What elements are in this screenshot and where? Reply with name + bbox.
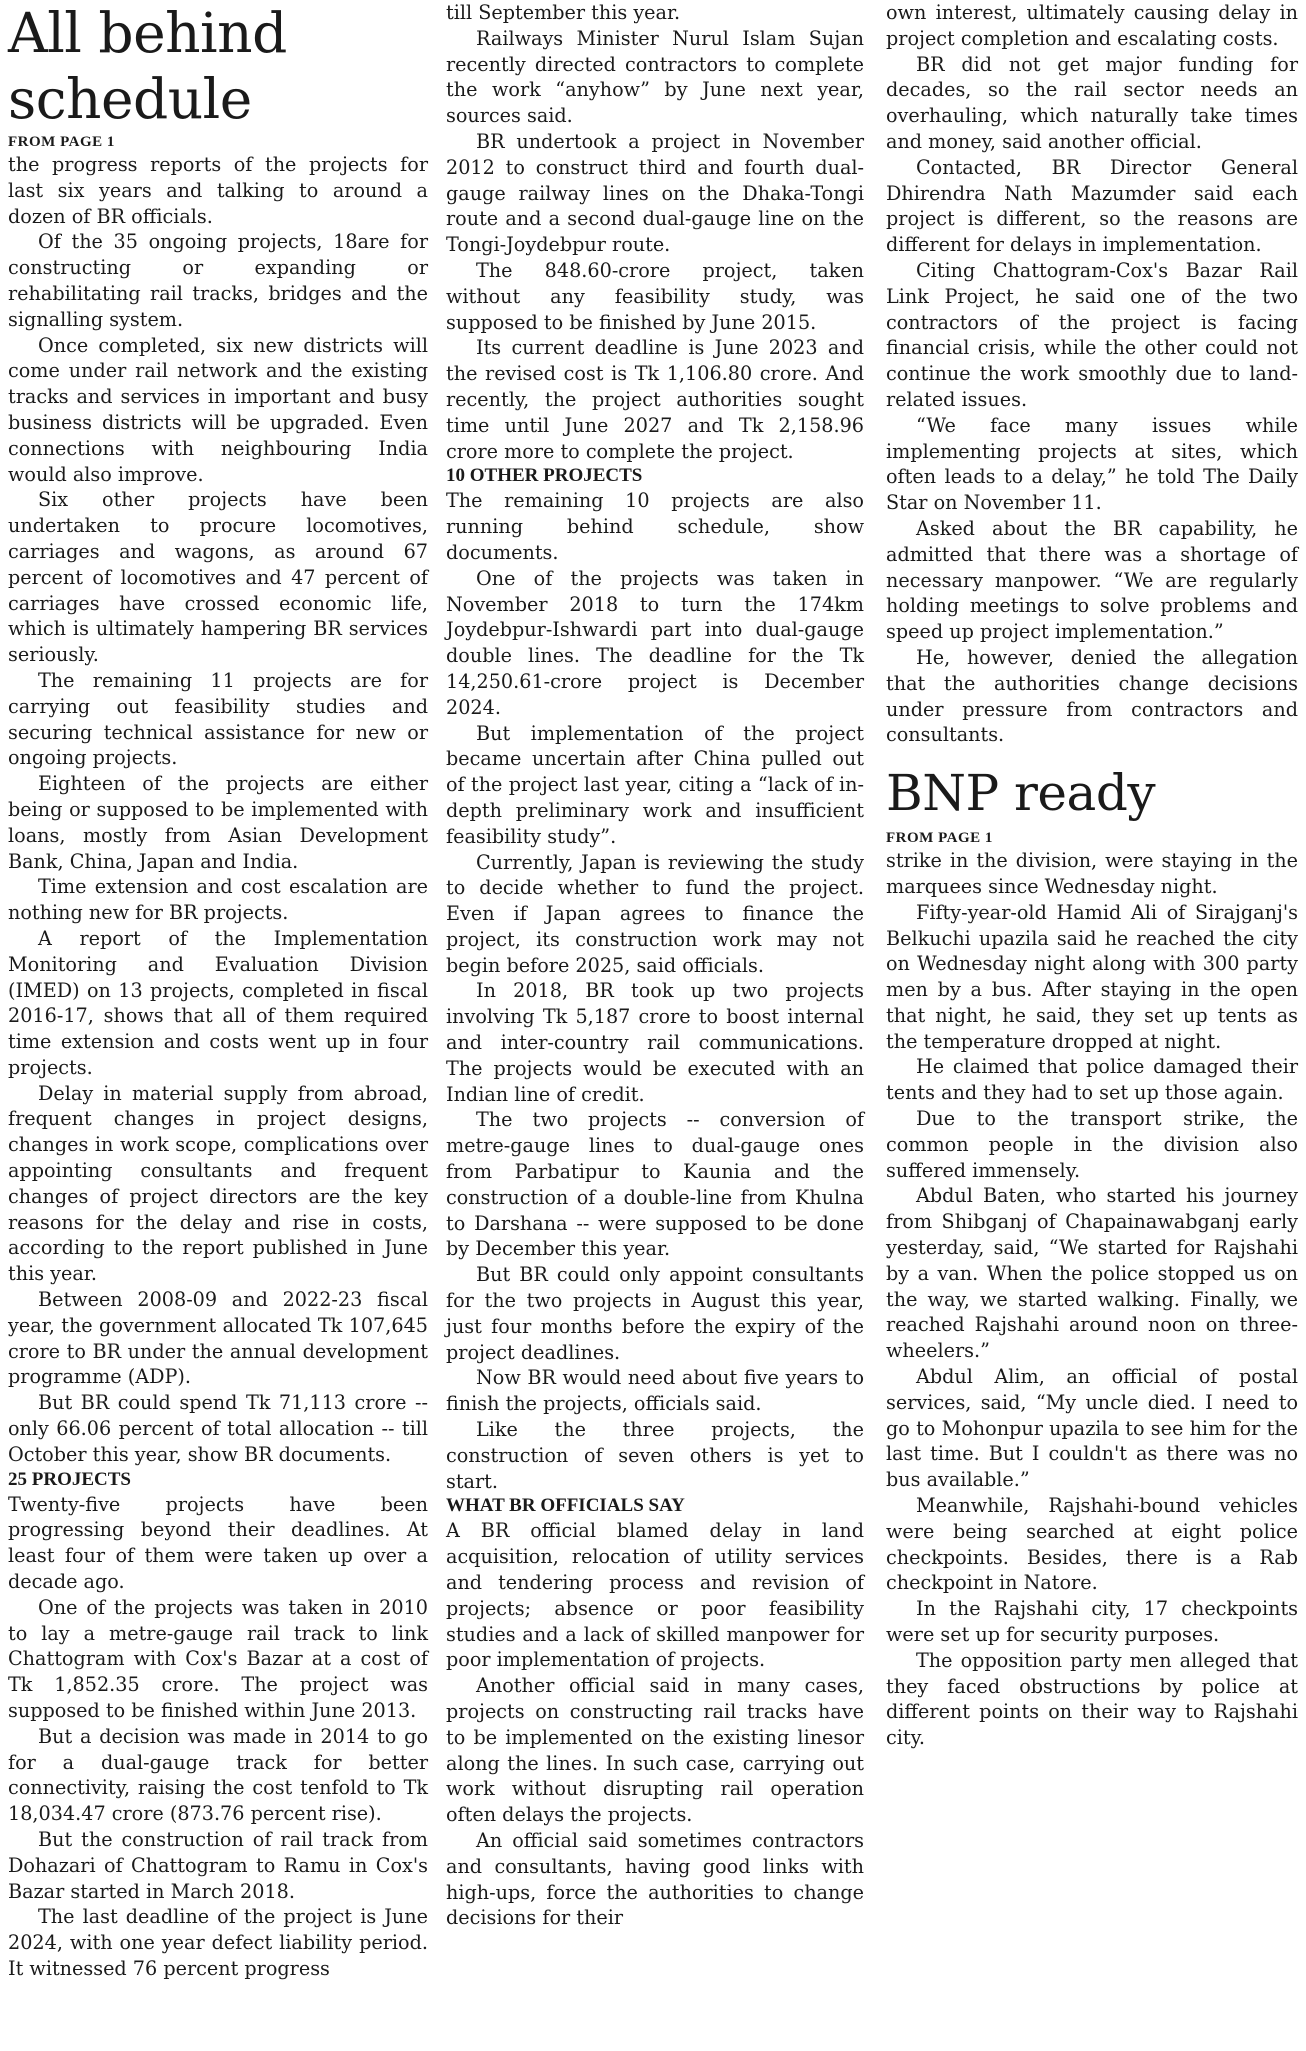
subhead-25-projects: 25 PROJECTS (8, 1468, 131, 1490)
paragraph: Between 2008-09 and 2022-23 fiscal year, the government allocated Tk 107,645 crore to BR under the annual development programme (ADP). (8, 1288, 428, 1389)
kicker-from-page-1: FROM PAGE 1 (886, 830, 993, 847)
paragraph: Fifty-year-old Hamid Ali of Sirajganj's Belkuchi upazila said he reached the city on Wednesday night along with 300 party men by a bus. After staying in the open that night, he said, they set up tents as the temperature dropped at night. (886, 900, 1298, 1053)
paragraph: But BR could only appoint consultants for the two projects in August this year, just four months before the expiry of the project deadlines. (446, 1263, 864, 1364)
paragraph: Once completed, six new districts will come under rail network and the existing tracks and services in important and busy business districts will be upgraded. Even connections with neighbouring India would also improve. (8, 333, 428, 486)
paragraph: One of the projects was taken in 2010 to lay a metre-gauge rail track to link Chattogram with Cox's Bazar at a cost of Tk 1,852.35 crore. The project was supposed to be finished within June 2013. (8, 1595, 428, 1723)
paragraph: In the Rajshahi city, 17 checkpoints were set up for security purposes. (886, 1597, 1298, 1647)
paragraph: Meanwhile, Rajshahi-bound vehicles were being searched at eight police checkpoints. Besides, there is a Rab checkpoint in Natore. (886, 1494, 1298, 1595)
paragraph: A report of the Implementation Monitoring and Evaluation Division (IMED) on 13 projects, completed in fiscal 2016-17, shows that all of them required time extension and costs went up in four projects. (8, 926, 428, 1079)
paragraph: own interest, ultimately causing delay in project completion and escalating costs. (886, 1, 1298, 50)
column-2 (446, 0, 864, 2051)
paragraph: Twenty-five projects have been progressing beyond their deadlines. At least four of them were taken up over a decade ago. (8, 1492, 428, 1594)
paragraph: The two projects -- conversion of metre-gauge lines to dual-gauge ones from Parbatipur to Kaunia and the construction of a double-line from Khulna to Darshana -- were supposed to be done by December this year. (446, 1108, 864, 1261)
paragraph: He, however, denied the allegation that the authorities change decisions under pressure from contractors and consultants. (886, 645, 1298, 747)
paragraph: Its current deadline is June 2023 and the revised cost is Tk 1,106.80 crore. And recently, the project authorities sought time until June 2027 and Tk 2,158.96 crore more to complete the project. (446, 336, 864, 463)
paragraph: But a decision was made in 2014 to go for a dual-gauge track for better connectivity, raising the cost tenfold to Tk 18,034.47 crore (873.76 percent rise). (8, 1724, 428, 1826)
paragraph: Another official said in many cases, projects on constructing rail tracks have to be implemented on the existing linesor along the lines. In such case, carrying out work without disrupting rail operation often delays the projects. (446, 1674, 864, 1827)
paragraph: Railways Minister Nurul Islam Sujan recently directed contractors to complete the work “anyhow” by June next year, sources said. (446, 26, 864, 128)
paragraph: Due to the transport strike, the common people in the division also suffered immensely. (886, 1107, 1298, 1182)
paragraph: Currently, Japan is reviewing the study to decide whether to fund the project. Even if Japan agrees to finance the project, its construction work may not begin before 2025, said officials. (446, 850, 864, 977)
paragraph: The remaining 10 projects are also running behind schedule, show documents. (446, 489, 864, 564)
paragraph: One of the projects was taken in November 2018 to turn the 174km Joydebpur-Ishwardi part into dual-gauge double lines. The deadline for the Tk 14,250.61-crore project is December 2024. (446, 566, 864, 719)
paragraph: Asked about the BR capability, he admitted that there was a shortage of necessary manpower. “We are regularly holding meetings to solve problems and speed up project implementation.” (886, 516, 1298, 644)
paragraph: “We face many issues while implementing projects at sites, which often leads to a delay,” he told The Daily Star on November 11. (886, 413, 1298, 515)
paragraph: Delay in material supply from abroad, frequent changes in project designs, changes in work scope, complications over appointing consultants and frequent changes of project directors are the key reasons for the delay and rise in costs, according to the report published in June this year. (8, 1081, 428, 1286)
paragraph: The last deadline of the project is June 2024, with one year defect liability period. It witnessed 76 percent progress (8, 1905, 428, 1980)
paragraph: An official said sometimes contractors and consultants, having good links with high-ups, force the authorities to change decisions for their (446, 1828, 864, 1930)
subhead-what-br-officials-say: WHAT BR OFFICIALS SAY (446, 1495, 685, 1517)
paragraph: In 2018, BR took up two projects involving Tk 5,187 crore to boost internal and inter-country rail communications. The projects would be executed with an Indian line of credit. (446, 979, 864, 1106)
subhead-10-other-projects: 10 OTHER PROJECTS (446, 465, 643, 487)
paragraph: Eighteen of the projects are either being or supposed to be implemented with loans, mostly from Asian Development Bank, China, Japan and India. (8, 772, 428, 873)
paragraph: Now BR would need about five years to finish the projects, officials said. (446, 1366, 864, 1416)
paragraph: Of the 35 ongoing projects, 18are for constructing or expanding or rehabilitating rail tracks, bridges and the signalling system. (8, 230, 428, 331)
column-3 (886, 0, 1298, 2051)
paragraph: Abdul Alim, an official of postal services, said, “My uncle died. I need to go to Mohonpur upazila to see him for the last time. But I couldn't as there was no bus available.” (886, 1365, 1298, 1492)
headline-all-behind-schedule: All behind schedule (8, 1, 287, 131)
paragraph: BR undertook a project in November 2012 to construct third and fourth dual-gauge railway lines on the Dhaka-Tongi route and a second dual-gauge line on the Tongi-Joydebpur route. (446, 129, 864, 257)
paragraph: Six other projects have been undertaken to procure locomotives, carriages and wagons, as around 67 percent of locomotives and 47 percent of carriages have crossed economic life, which is ultimately hampering BR services seriously. (8, 488, 428, 667)
paragraph: The opposition party men alleged that they faced obstructions by police at different points on their way to Rajshahi city. (886, 1648, 1298, 1750)
paragraph: Abdul Baten, who started his journey from Shibganj of Chapainawabganj early yesterday, said, “We started for Rajshahi by a van. When the police stopped us on the way, we started walking. Finally, we reached Rajshahi around noon on three-wheelers.” (886, 1184, 1298, 1363)
paragraph: BR did not get major funding for decades, so the rail sector needs an overhauling, which naturally take times and money, said another official. (886, 52, 1298, 153)
paragraph: Time extension and cost escalation are nothing new for BR projects. (8, 875, 428, 925)
kicker-from-page-1: FROM PAGE 1 (8, 134, 115, 150)
paragraph: A BR official blamed delay in land acquisition, relocation of utility services and tendering process and revision of projects; absence or poor feasibility studies and a lack of skilled manpower for poor implementation of projects. (446, 1519, 864, 1672)
paragraph: He claimed that police damaged their tents and they had to set up those again. (886, 1055, 1298, 1105)
paragraph: Contacted, BR Director General Dhirendra Nath Mazumder said each project is different, so the reasons are different for delays in implementation. (886, 155, 1298, 257)
paragraph: But the construction of rail track from Dohazari of Chattogram to Ramu in Cox's Bazar started in March 2018. (8, 1828, 428, 1903)
paragraph: Like the three projects, the construction of seven others is yet to start. (446, 1418, 864, 1493)
paragraph: The 848.60-crore project, taken without any feasibility study, was supposed to be finished by June 2015. (446, 258, 864, 334)
column-1 (8, 0, 428, 2051)
paragraph: But BR could spend Tk 71,113 crore -- only 66.06 percent of total allocation -- till October this year, show BR documents. (8, 1391, 428, 1466)
paragraph: The remaining 11 projects are for carrying out feasibility studies and securing technical assistance for new or ongoing projects. (8, 668, 428, 770)
paragraph: But implementation of the project became uncertain after China pulled out of the project last year, citing a “lack of in-depth preliminary work and insufficient feasibility study”. (446, 721, 864, 848)
paragraph: strike in the division, were staying in the marquees since Wednesday night. (886, 849, 1298, 898)
paragraph: the progress reports of the projects for last six years and talking to around a dozen of BR officials. (8, 153, 428, 228)
headline-bnp-ready: BNP ready (886, 764, 1156, 823)
paragraph: till September this year. (446, 1, 681, 24)
paragraph: Citing Chattogram-Cox's Bazar Rail Link Project, he said one of the two contractors of the project is facing financial crisis, while the other could not continue the work smoothly due to land-related issues. (886, 258, 1298, 411)
